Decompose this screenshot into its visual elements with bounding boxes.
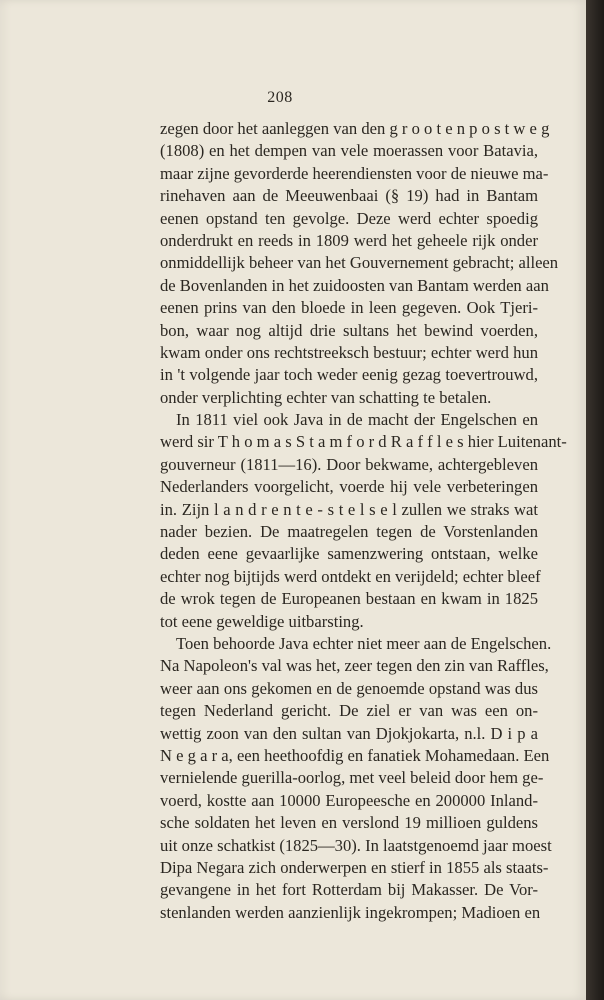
text-line: Dipa Negara zich onderwerpen en stierf in 1855 als staats-	[160, 857, 549, 877]
page-edge-shadow	[586, 0, 604, 1000]
text-line: stenlanden werden aanzienlijk ingekrompen; Madioen en	[160, 902, 541, 922]
text-line: tegen Nederland gericht. De ziel er van was een on-	[160, 701, 538, 721]
text-line: maar zijne gevorderde heerendiensten voor de nieuwe ma-	[160, 163, 549, 183]
text-line: kwam onder ons rechtstreeksch bestuur; echter werd hun	[160, 342, 538, 362]
text-line: zegen door het aanleggen van den g r o o t e n p o s t w e g	[160, 119, 550, 138]
text-line: Nederlanders voorgelicht, voerde hij vele verbeteringen	[160, 477, 538, 497]
text-line: in 't volgende jaar toch weder eenig gezag toevertrouwd,	[160, 365, 538, 385]
text-line: N e g a r a, een heethoofdig en fanatiek Mohamedaan. Een	[160, 745, 550, 765]
text-line: voerd, kostte aan 10000 Europeesche en 200000 Inland-	[160, 790, 538, 810]
page-number: 208	[267, 89, 293, 106]
text-line: de wrok tegen de Europeanen bestaan en kwam in 1825	[160, 589, 538, 609]
body-text	[160, 118, 567, 924]
text-line: weer aan ons gekomen en de genoemde opstand was dus	[160, 678, 538, 698]
text-line: onderdrukt en reeds in 1809 werd het geheele rijk onder	[160, 230, 538, 250]
text-line: tot eene geweldige uitbarsting.	[160, 611, 364, 631]
text-line: nader bezien. De maatregelen tegen de Vorstenlanden	[160, 522, 538, 542]
text-line: onder verplichting echter van schatting te betalen.	[160, 387, 492, 407]
text-line: werd sir T h o m a s S t a m f o r d R a f f l e s hier Luitenant-	[160, 432, 567, 452]
text-line: sche soldaten het leven en verslond 19 millioen guldens	[160, 813, 538, 833]
text-line: In 1811 viel ook Java in de macht der Engelschen en	[176, 410, 538, 430]
text-line: echter nog bijtijds werd ontdekt en verijdeld; echter bleef	[160, 566, 541, 586]
text-line: de Bovenlanden in het zuidoosten van Bantam werden aan	[160, 275, 549, 295]
text-line: Toen behoorde Java echter niet meer aan de Engelschen.	[176, 633, 552, 653]
text-line: (1808) en het dempen van vele moerassen voor Batavia,	[160, 141, 538, 161]
text-line: bon, waar nog altijd drie sultans het bewind voerden,	[160, 320, 538, 340]
text-line: in. Zijn l a n d r e n t e - s t e l s e l zullen we straks wat	[160, 499, 538, 519]
text-line: eenen prins van den bloede in leen gegeven. Ook Tjeri-	[160, 298, 538, 318]
text-line: vernielende guerilla-oorlog, met veel beleid door hem ge-	[160, 768, 544, 788]
text-line: gevangene in het fort Rotterdam bij Makasser. De Vor-	[160, 880, 538, 900]
text-line: eenen opstand ten gevolge. Deze werd echter spoedig	[160, 208, 538, 228]
text-line: uit onze schatkist (1825—30). In laatstgenoemd jaar moest	[160, 835, 552, 855]
text-line: gouverneur (1811—16). Door bekwame, achtergebleven	[160, 454, 538, 474]
text-line: wettig zoon van den sultan van Djokjokarta, n.l. D i p a	[160, 723, 538, 743]
text-line: Na Napoleon's val was het, zeer tegen den zin van Raffles,	[160, 656, 549, 676]
text-line: deden eene gevaarlijke samenzwering ontstaan, welke	[160, 544, 538, 564]
text-line: onmiddellijk beheer van het Gouvernement gebracht; alleen	[160, 253, 559, 273]
text-line: rinehaven aan de Meeuwenbaai (§ 19) had in Bantam	[160, 186, 538, 206]
